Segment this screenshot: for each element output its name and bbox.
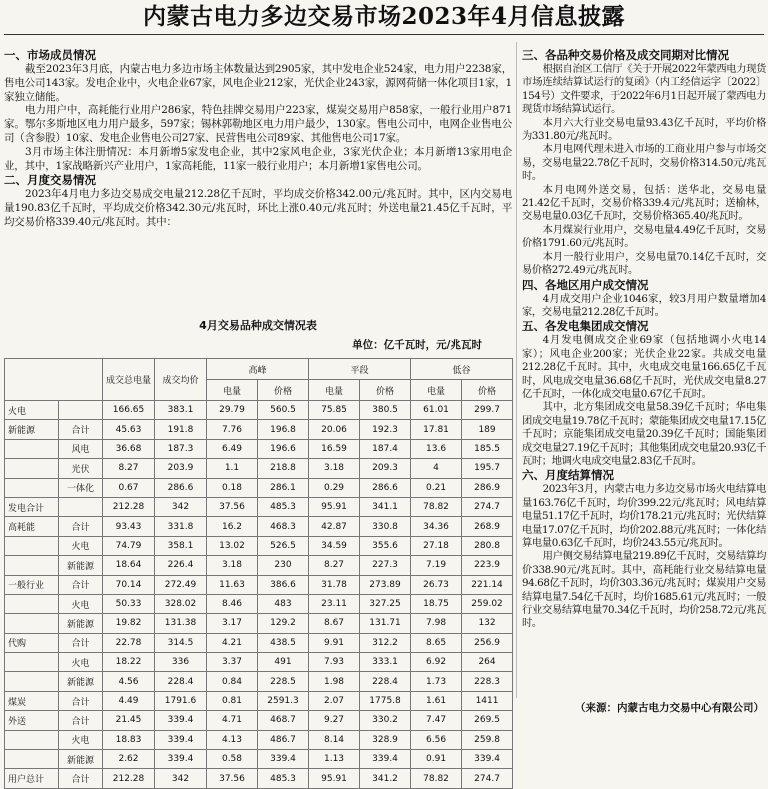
table-value-cell: 7.47 xyxy=(411,711,462,730)
table-value-cell: 34.59 xyxy=(309,536,360,555)
paragraph: 3月市场主体注册情况：本月新增5家发电企业，其中2家风电企业，3家光伏企业；本月新增13家用电企业，其中，1家战略新兴产业用户，1家高耗能，11家一般行业用户；本月新增1家售电公司。 xyxy=(4,145,512,172)
title-divider xyxy=(4,34,764,35)
table-value-cell: 221.14 xyxy=(462,575,513,594)
header-valley-volume: 电量 xyxy=(411,380,462,401)
table-value-cell: 78.82 xyxy=(411,497,462,516)
table-value-cell: 328.02 xyxy=(155,594,207,613)
table-value-cell: 468.7 xyxy=(258,711,309,730)
row-subcategory-cell: 合计 xyxy=(59,575,103,594)
row-subcategory-cell: 风电 xyxy=(59,439,103,458)
table-value-cell: 228.4 xyxy=(155,672,207,691)
table-value-cell: 526.5 xyxy=(258,536,309,555)
table-row xyxy=(5,517,513,536)
table-value-cell: 333.1 xyxy=(360,653,411,672)
section-heading-monthly-trading: 二、月度交易情况 xyxy=(4,173,96,188)
row-category-cell: 代购 xyxy=(5,633,59,652)
table-title: 4月交易品种成交情况表 xyxy=(199,319,317,332)
table-value-cell: 4.13 xyxy=(207,730,258,749)
table-value-cell: 23.11 xyxy=(309,594,360,613)
table-value-cell: 218.8 xyxy=(258,459,309,478)
table-value-cell: 299.7 xyxy=(462,401,513,420)
header-volume: 成交总电量 xyxy=(103,359,155,401)
table-value-cell: 486.7 xyxy=(258,730,309,749)
table-value-cell: 131.38 xyxy=(155,614,207,633)
table-value-cell: 438.5 xyxy=(258,633,309,652)
table-value-cell: 328.9 xyxy=(360,730,411,749)
table-value-cell: 75.85 xyxy=(309,401,360,420)
table-value-cell: 11.63 xyxy=(207,575,258,594)
section-heading-generation-groups: 五、各发电集团成交情况 xyxy=(522,319,649,334)
table-value-cell: 468.3 xyxy=(258,517,309,536)
table-value-cell: 3.37 xyxy=(207,653,258,672)
table-row xyxy=(5,691,513,710)
row-subcategory-cell: 火电 xyxy=(59,730,103,749)
table-value-cell: 18.22 xyxy=(103,653,155,672)
table-value-cell: 491 xyxy=(258,653,309,672)
table-row xyxy=(5,420,513,439)
row-subcategory-cell xyxy=(59,497,103,516)
table-value-cell: 187.4 xyxy=(360,439,411,458)
row-category-cell xyxy=(5,594,59,613)
table-value-cell: 339.4 xyxy=(258,750,309,769)
paragraph: 其中，北方集团成交电量58.39亿千瓦时；华电集团成交电量19.78亿千瓦时；蒙能集团成交电量17.15亿千瓦时；京能集团成交电量20.39亿千瓦时；国能集团成交电量27.19亿千瓦时；其他集团成交电量20.93亿千瓦时；地调火电成交电量2.83亿千瓦时。 xyxy=(522,401,766,467)
table-value-cell: 93.43 xyxy=(103,517,155,536)
section-heading-regional-users: 四、各地区用户成交情况 xyxy=(522,277,649,292)
table-value-cell: 37.56 xyxy=(207,497,258,516)
table-value-cell: 212.28 xyxy=(103,497,155,516)
row-category-cell xyxy=(5,672,59,691)
table-value-cell: 228.3 xyxy=(462,672,513,691)
table-value-cell: 1.1 xyxy=(207,459,258,478)
paragraph: 本月电网外送交易，包括：送华北，交易电量21.42亿千瓦时，交易价格339.4元/兆瓦时；送榆林，交易电量0.03亿千瓦时，交易价格365.40/兆瓦时。 xyxy=(522,183,766,223)
column-divider xyxy=(516,42,517,698)
table-value-cell: 1.13 xyxy=(309,750,360,769)
row-subcategory-cell xyxy=(59,401,103,420)
row-subcategory-cell: 合计 xyxy=(59,711,103,730)
table-value-cell: 21.45 xyxy=(103,711,155,730)
table-value-cell: 286.6 xyxy=(155,478,207,497)
table-row xyxy=(5,633,513,652)
row-category-cell: 新能源 xyxy=(5,420,59,439)
table-value-cell: 18.64 xyxy=(103,556,155,575)
row-category-cell xyxy=(5,459,59,478)
table-value-cell: 18.75 xyxy=(411,594,462,613)
table-value-cell: 29.79 xyxy=(207,401,258,420)
row-subcategory-cell: 新能源 xyxy=(59,672,103,691)
table-value-cell: 209.3 xyxy=(360,459,411,478)
table-value-cell: 230 xyxy=(258,556,309,575)
table-value-cell: 18.83 xyxy=(103,730,155,749)
table-value-cell: 264 xyxy=(462,653,513,672)
table-value-cell: 8.46 xyxy=(207,594,258,613)
table-value-cell: 327.25 xyxy=(360,594,411,613)
table-value-cell: 0.67 xyxy=(103,478,155,497)
paragraph: 电力用户中，高耗能行业用户286家，特色挂牌交易用户223家，煤炭交易用户858家，一般行业用户871家。鄂尔多斯地区电力用户最多，597家；锡林郭勒地区电力用户最少，130家。售电公司中，电网企业售电公司（含参股）10家、发电企业售电公司27家、民营售电公司89家、其他售电公司17家。 xyxy=(4,104,512,144)
row-category-cell: 火电 xyxy=(5,401,59,420)
table-row xyxy=(5,575,513,594)
paragraph: 2023年4月电力多边交易成交电量212.28亿千瓦时，平均成交价格342.00元/兆瓦时。其中，区内交易电量190.83亿千瓦时，平均成交价格342.30元/兆瓦时，环比上涨0.40元/兆瓦时；外送电量21.45亿千瓦时，平均交易价格339.40元/兆瓦时。其中： xyxy=(4,188,512,228)
table-value-cell: 203.9 xyxy=(155,459,207,478)
table-value-cell: 26.73 xyxy=(411,575,462,594)
table-value-cell: 386.6 xyxy=(258,575,309,594)
table-value-cell: 1791.6 xyxy=(155,691,207,710)
table-value-cell: 50.33 xyxy=(103,594,155,613)
table-value-cell: 330.2 xyxy=(360,711,411,730)
table-value-cell: 4.21 xyxy=(207,633,258,652)
table-row xyxy=(5,497,513,516)
source-credit: （来源：内蒙古电力交易中心有限公司） xyxy=(575,702,764,714)
table-value-cell: 74.79 xyxy=(103,536,155,555)
table-value-cell: 4.49 xyxy=(103,691,155,710)
row-subcategory-cell: 新能源 xyxy=(59,556,103,575)
row-subcategory-cell: 一体化 xyxy=(59,478,103,497)
paragraph: 本月六大行业交易电量93.43亿千瓦时，平均价格为331.80元/兆瓦时。 xyxy=(522,116,766,143)
table-row xyxy=(5,556,513,575)
table-value-cell: 1.61 xyxy=(411,691,462,710)
table-value-cell: 0.58 xyxy=(207,750,258,769)
table-value-cell: 355.6 xyxy=(360,536,411,555)
table-value-cell: 6.56 xyxy=(411,730,462,749)
table-value-cell: 383.1 xyxy=(155,401,207,420)
table-value-cell: 1775.8 xyxy=(360,691,411,710)
table-value-cell: 8.65 xyxy=(411,633,462,652)
table-value-cell: 380.5 xyxy=(360,401,411,420)
table-value-cell: 95.91 xyxy=(309,769,360,788)
table-value-cell: 212.28 xyxy=(103,769,155,788)
table-value-cell: 7.98 xyxy=(411,614,462,633)
paragraph: 2023年3月，内蒙古电力多边交易市场火电结算电量163.76亿千瓦时，均价399.22元/兆瓦时；风电结算电量51.17亿千瓦时，均价178.21元/兆瓦时；光伏结算电量17.07亿千瓦时，均价202.88元/兆瓦时；一体化结算电量0.63亿千瓦时，均价243.55元/兆瓦时。 xyxy=(522,483,766,549)
table-row xyxy=(5,594,513,613)
paragraph: 截至2023年3月底，内蒙古电力多边市场主体数量达到2905家，其中发电企业524家，电力用户2238家，售电公司143家。发电企业中，火电企业67家，风电企业212家，光伏企业243家，源网荷储一体化项目1家，1家独立储能。 xyxy=(4,63,512,103)
table-value-cell: 227.3 xyxy=(360,556,411,575)
table-value-cell: 3.18 xyxy=(207,556,258,575)
table-row xyxy=(5,401,513,420)
table-value-cell: 0.84 xyxy=(207,672,258,691)
table-value-cell: 358.1 xyxy=(155,536,207,555)
table-value-cell: 342 xyxy=(155,769,207,788)
table-value-cell: 22.78 xyxy=(103,633,155,652)
table-value-cell: 196.6 xyxy=(258,439,309,458)
paragraph: 本月电网代理未进入市场的工商业用户参与市场交易，交易电量22.78亿千瓦时，交易价格314.50元/兆瓦时。 xyxy=(522,143,766,183)
header-peak-price: 价格 xyxy=(258,380,309,401)
row-subcategory-cell: 火电 xyxy=(59,653,103,672)
table-value-cell: 0.21 xyxy=(411,478,462,497)
table-value-cell: 8.67 xyxy=(309,614,360,633)
table-value-cell: 272.49 xyxy=(155,575,207,594)
table-value-cell: 0.18 xyxy=(207,478,258,497)
table-value-cell: 280.8 xyxy=(462,536,513,555)
row-subcategory-cell: 光伏 xyxy=(59,459,103,478)
table-value-cell: 339.4 xyxy=(155,730,207,749)
table-value-cell: 342 xyxy=(155,497,207,516)
table-value-cell: 6.92 xyxy=(411,653,462,672)
table-value-cell: 4.71 xyxy=(207,711,258,730)
row-category-cell: 发电合计 xyxy=(5,497,59,516)
table-value-cell: 3.17 xyxy=(207,614,258,633)
table-value-cell: 36.68 xyxy=(103,439,155,458)
paragraph: 本月煤炭行业用户，交易电量4.49亿千瓦时，交易价格1791.60元/兆瓦时。 xyxy=(522,223,766,250)
table-value-cell: 0.81 xyxy=(207,691,258,710)
row-subcategory-cell: 新能源 xyxy=(59,614,103,633)
table-value-cell: 330.8 xyxy=(360,517,411,536)
table-row xyxy=(5,459,513,478)
row-category-cell xyxy=(5,556,59,575)
table-value-cell: 286.1 xyxy=(258,478,309,497)
table-value-cell: 228.4 xyxy=(360,672,411,691)
table-value-cell: 269.5 xyxy=(462,711,513,730)
table-value-cell: 256.9 xyxy=(462,633,513,652)
table-value-cell: 339.4 xyxy=(155,711,207,730)
table-value-cell: 42.87 xyxy=(309,517,360,536)
table-value-cell: 312.2 xyxy=(360,633,411,652)
row-category-cell xyxy=(5,614,59,633)
table-value-cell: 7.19 xyxy=(411,556,462,575)
table-value-cell: 7.76 xyxy=(207,420,258,439)
table-value-cell: 286.9 xyxy=(462,478,513,497)
table-value-cell: 185.5 xyxy=(462,439,513,458)
row-subcategory-cell: 合计 xyxy=(59,691,103,710)
header-price: 成交均价 xyxy=(155,359,207,401)
table-value-cell: 27.18 xyxy=(411,536,462,555)
header-valley-price: 价格 xyxy=(462,380,513,401)
header-flat: 平段 xyxy=(309,359,411,380)
table-value-cell: 485.3 xyxy=(258,497,309,516)
table-value-cell: 16.59 xyxy=(309,439,360,458)
row-category-cell: 外送 xyxy=(5,711,59,730)
row-category-cell xyxy=(5,730,59,749)
section-heading-members: 一、市场成员情况 xyxy=(4,48,96,62)
table-row xyxy=(5,478,513,497)
table-value-cell: 336 xyxy=(155,653,207,672)
trading-table xyxy=(4,358,513,789)
table-value-cell: 268.9 xyxy=(462,517,513,536)
table-row xyxy=(5,439,513,458)
table-value-cell: 31.78 xyxy=(309,575,360,594)
table-value-cell: 34.36 xyxy=(411,517,462,536)
table-value-cell: 17.81 xyxy=(411,420,462,439)
table-value-cell: 3.18 xyxy=(309,459,360,478)
row-category-cell: 煤炭 xyxy=(5,691,59,710)
row-category-cell: 一般行业 xyxy=(5,575,59,594)
table-value-cell: 70.14 xyxy=(103,575,155,594)
row-subcategory-cell: 合计 xyxy=(59,517,103,536)
table-value-cell: 131.71 xyxy=(360,614,411,633)
right-column xyxy=(522,48,766,631)
table-value-cell: 560.5 xyxy=(258,401,309,420)
table-value-cell: 1.98 xyxy=(309,672,360,691)
table-value-cell: 485.3 xyxy=(258,769,309,788)
table-value-cell: 4.56 xyxy=(103,672,155,691)
table-value-cell: 2591.3 xyxy=(258,691,309,710)
table-value-cell: 339.4 xyxy=(462,750,513,769)
table-value-cell: 1.73 xyxy=(411,672,462,691)
header-flat-volume: 电量 xyxy=(309,380,360,401)
table-value-cell: 259.8 xyxy=(462,730,513,749)
table-value-cell: 6.49 xyxy=(207,439,258,458)
page-title: 内蒙古电力多边交易市场2023年4月信息披露 xyxy=(142,3,626,30)
table-value-cell: 341.1 xyxy=(360,497,411,516)
header-peak: 高峰 xyxy=(207,359,309,380)
table-value-cell: 132 xyxy=(462,614,513,633)
table-value-cell: 274.7 xyxy=(462,497,513,516)
table-row xyxy=(5,614,513,633)
table-value-cell: 273.89 xyxy=(360,575,411,594)
table-value-cell: 228.5 xyxy=(258,672,309,691)
header-peak-volume: 电量 xyxy=(207,380,258,401)
table-value-cell: 37.56 xyxy=(207,769,258,788)
table-value-cell: 4 xyxy=(411,459,462,478)
table-value-cell: 129.2 xyxy=(258,614,309,633)
table-value-cell: 339.4 xyxy=(155,750,207,769)
table-value-cell: 20.06 xyxy=(309,420,360,439)
table-value-cell: 78.82 xyxy=(411,769,462,788)
row-category-cell: 用户总计 xyxy=(5,769,59,788)
table-value-cell: 223.9 xyxy=(462,556,513,575)
table-value-cell: 13.02 xyxy=(207,536,258,555)
table-value-cell: 8.27 xyxy=(309,556,360,575)
table-value-cell: 0.29 xyxy=(309,478,360,497)
table-value-cell: 45.63 xyxy=(103,420,155,439)
row-subcategory-cell: 新能源 xyxy=(59,750,103,769)
table-row xyxy=(5,769,513,788)
table-value-cell: 9.91 xyxy=(309,633,360,652)
row-subcategory-cell: 合计 xyxy=(59,633,103,652)
table-value-cell: 7.93 xyxy=(309,653,360,672)
table-value-cell: 314.5 xyxy=(155,633,207,652)
table-value-cell: 331.8 xyxy=(155,517,207,536)
table-row xyxy=(5,536,513,555)
table-value-cell: 8.14 xyxy=(309,730,360,749)
table-corner-cell xyxy=(5,359,103,401)
table-value-cell: 1411 xyxy=(462,691,513,710)
table-row xyxy=(5,750,513,769)
paragraph: 根据自治区工信厅《关于开展2022年蒙西电力现货市场连续结算试运行的复函》（内工经信运字〔2022〕154号）文件要求，于2022年6月1日起开展了蒙西电力现货市场结算试运行。 xyxy=(522,63,766,116)
row-category-cell xyxy=(5,478,59,497)
table-row xyxy=(5,672,513,691)
table-value-cell: 341.2 xyxy=(360,769,411,788)
table-value-cell: 2.62 xyxy=(103,750,155,769)
row-category-cell: 高耗能 xyxy=(5,517,59,536)
row-subcategory-cell: 合计 xyxy=(59,420,103,439)
row-category-cell xyxy=(5,439,59,458)
table-value-cell: 192.3 xyxy=(360,420,411,439)
table-value-cell: 191.8 xyxy=(155,420,207,439)
row-category-cell xyxy=(5,750,59,769)
paragraph: 本月一般行业用户，交易电量70.14亿千瓦时，交易价格272.49元/兆瓦时。 xyxy=(522,250,766,277)
table-value-cell: 8.27 xyxy=(103,459,155,478)
table-value-cell: 483 xyxy=(258,594,309,613)
table-value-cell: 166.65 xyxy=(103,401,155,420)
paragraph: 4月发电侧成交企业69家（包括地调小火电14家）；风电企业200家；光伏企业22家。共成交电量212.28亿千瓦时。其中，火电成交电量166.65亿千瓦时，风电成交电量36.68亿千瓦时，光伏成交电量8.27亿千瓦时，一体化成交电量0.67亿千瓦时。 xyxy=(522,334,766,400)
table-value-cell: 95.91 xyxy=(309,497,360,516)
table-row xyxy=(5,653,513,672)
row-subcategory-cell: 合计 xyxy=(59,769,103,788)
table-value-cell: 16.2 xyxy=(207,517,258,536)
header-valley: 低谷 xyxy=(411,359,513,380)
section-heading-price-comparison: 三、各品种交易价格及成交同期对比情况 xyxy=(522,48,729,62)
table-value-cell: 189 xyxy=(462,420,513,439)
header-flat-price: 价格 xyxy=(360,380,411,401)
table-value-cell: 187.3 xyxy=(155,439,207,458)
row-category-cell xyxy=(5,653,59,672)
table-unit: 单位：亿千瓦时，元/兆瓦时 xyxy=(352,339,482,351)
table-value-cell: 286.6 xyxy=(360,478,411,497)
table-value-cell: 61.01 xyxy=(411,401,462,420)
table-value-cell: 2.07 xyxy=(309,691,360,710)
row-subcategory-cell: 火电 xyxy=(59,536,103,555)
table-value-cell: 0.91 xyxy=(411,750,462,769)
table-value-cell: 259.02 xyxy=(462,594,513,613)
table-row xyxy=(5,730,513,749)
row-subcategory-cell: 火电 xyxy=(59,594,103,613)
paragraph: 4月成交用户企业1046家，较3月用户数量增加4家，交易电量212.28亿千瓦时。 xyxy=(522,292,766,318)
left-column xyxy=(4,48,512,786)
table-value-cell: 13.6 xyxy=(411,439,462,458)
table-value-cell: 274.7 xyxy=(462,769,513,788)
paragraph: 用户侧交易结算电量219.89亿千瓦时，交易结算均价338.90元/兆瓦时。其中，高耗能行业交易结算电量94.68亿千瓦时，均价303.36元/兆瓦时；煤炭用户交易结算电量7.54亿千瓦时，均价1685.61元/兆瓦时；一般行业交易结算电量70.34亿千瓦时，均价258.72元/兆瓦时。 xyxy=(522,550,766,630)
table-value-cell: 226.4 xyxy=(155,556,207,575)
table-value-cell: 196.8 xyxy=(258,420,309,439)
table-value-cell: 19.82 xyxy=(103,614,155,633)
table-value-cell: 195.7 xyxy=(462,459,513,478)
table-header-row xyxy=(5,359,513,380)
table-value-cell: 9.27 xyxy=(309,711,360,730)
table-value-cell: 339.4 xyxy=(360,750,411,769)
section-heading-settlement: 六、月度结算情况 xyxy=(522,468,614,483)
row-category-cell xyxy=(5,536,59,555)
